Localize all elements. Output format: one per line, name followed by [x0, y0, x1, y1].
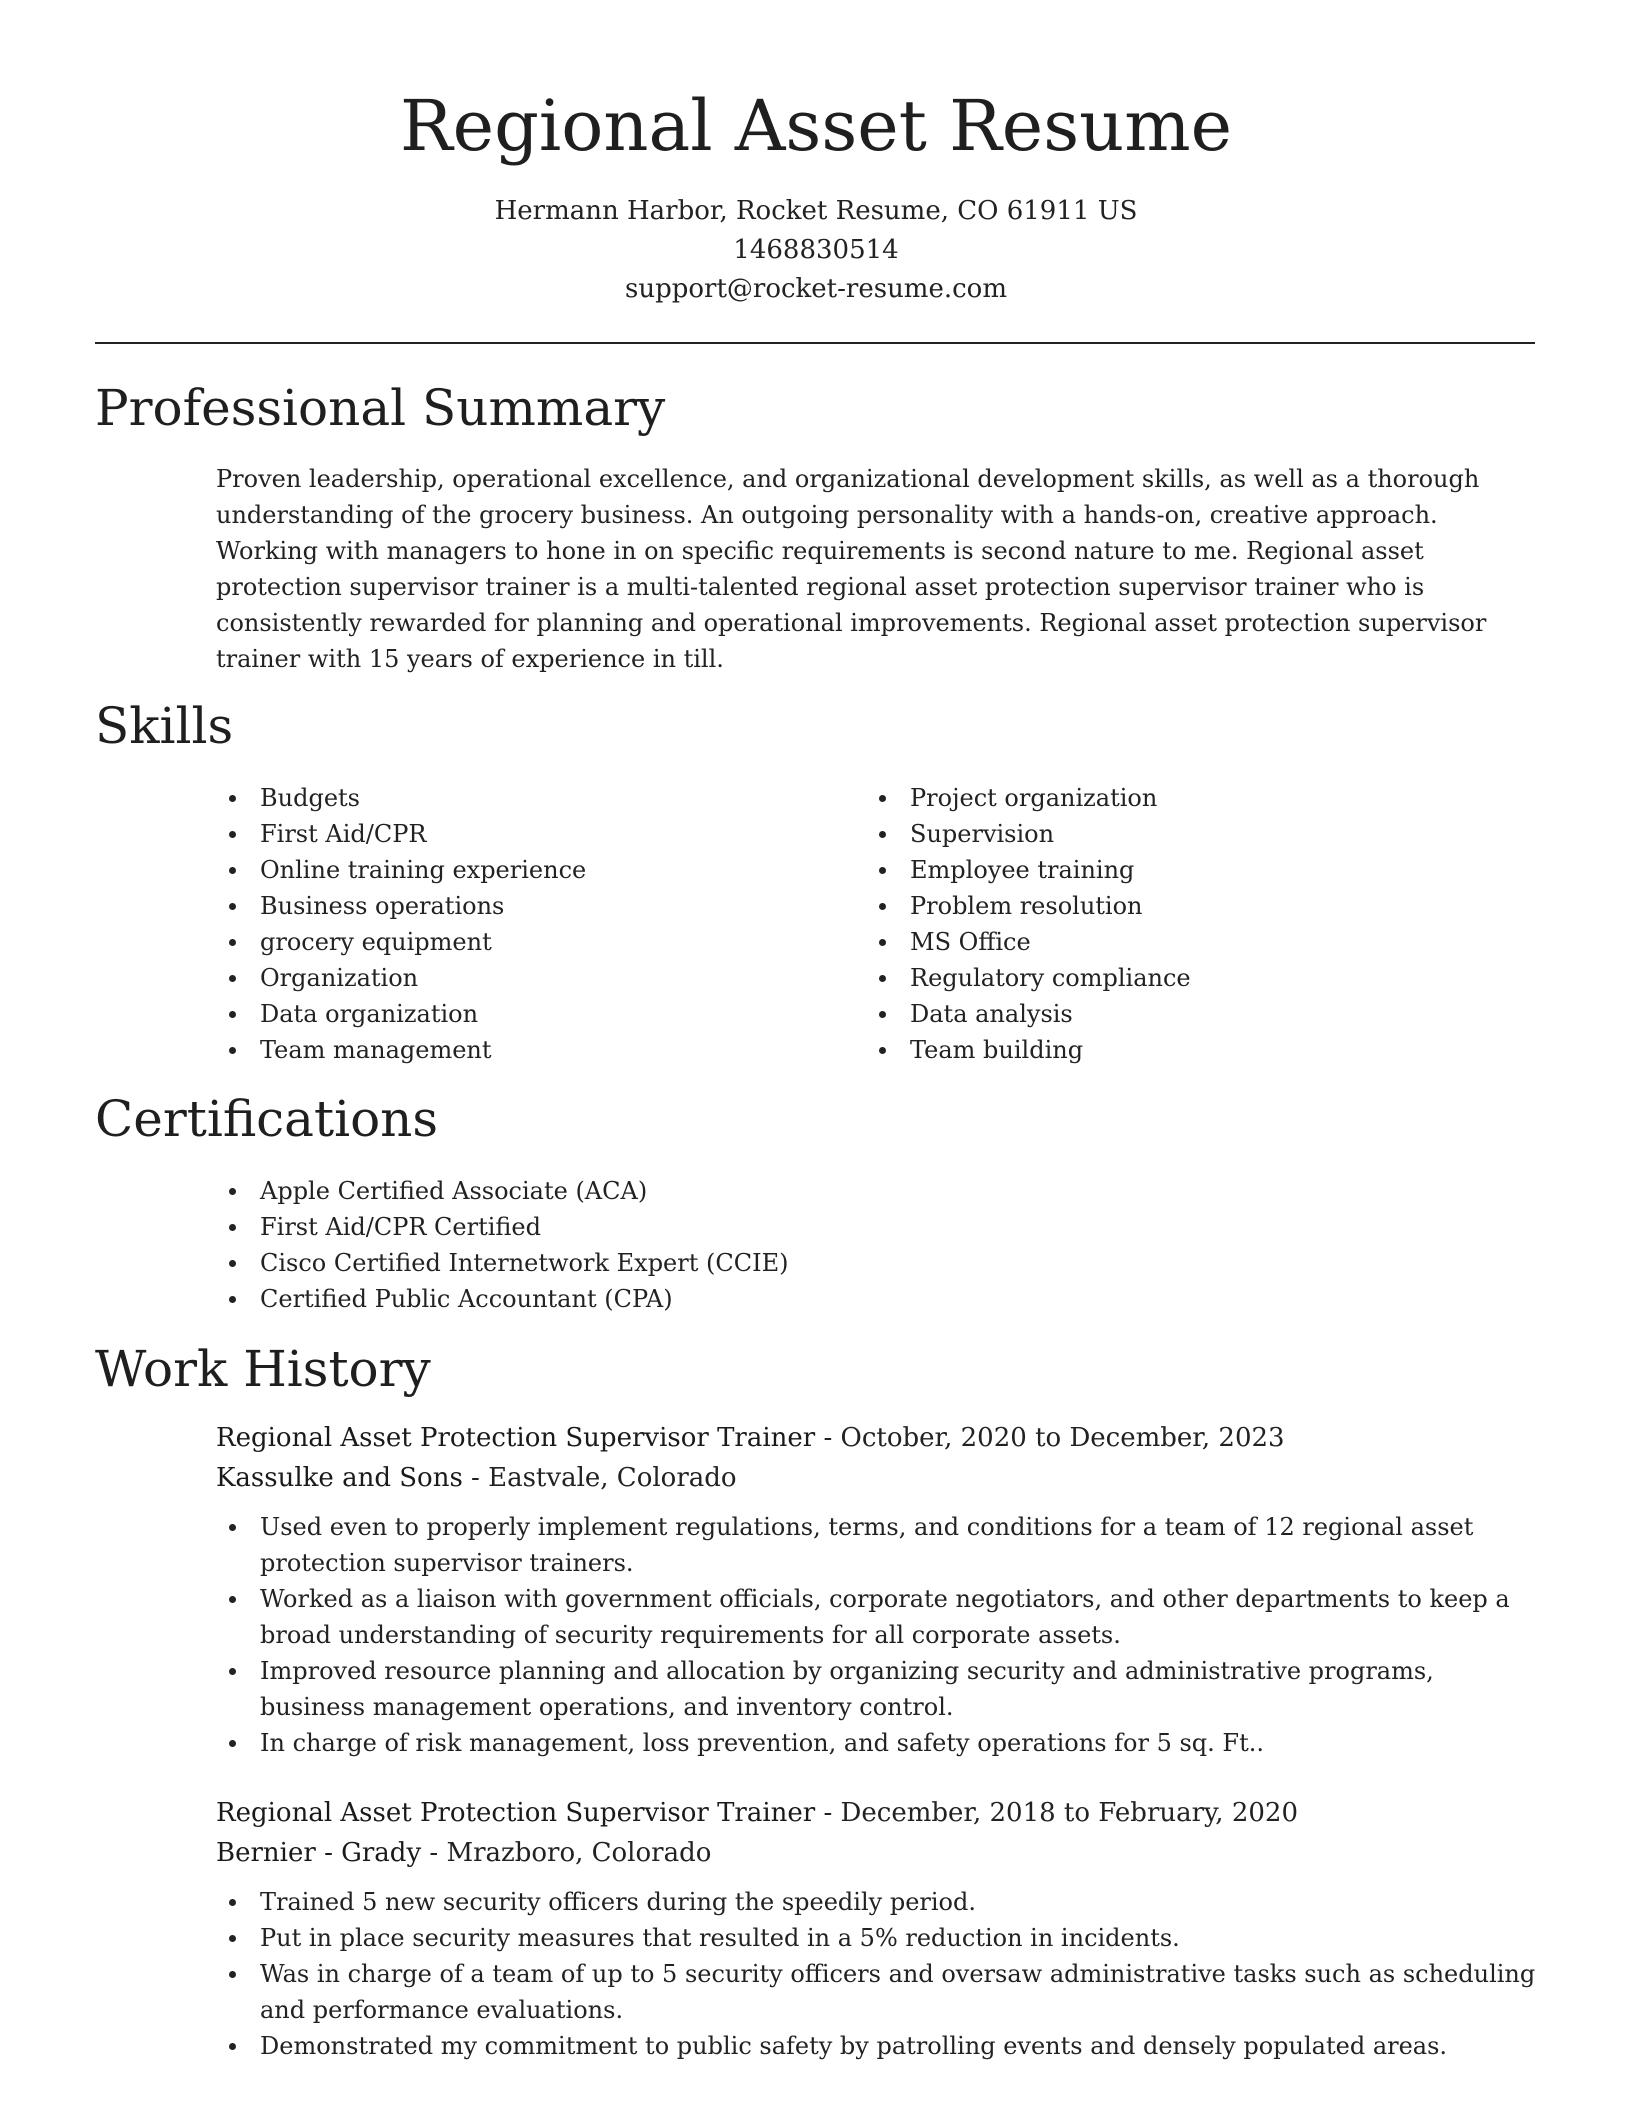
resume-header: [0, 84, 1632, 309]
job-bullet: Trained 5 new security officers during the speedily period.: [216, 1884, 1536, 1920]
job-bullet: Worked as a liaison with government officials, corporate negotiators, and other departments to keep a broad understanding of security requirements for all corporate assets.: [216, 1581, 1536, 1653]
skill-item: Team management: [216, 1032, 816, 1068]
skills-list-right: [866, 780, 1466, 1068]
job-location: - Eastvale, Colorado: [462, 1463, 737, 1493]
job-bullet-list: [216, 1884, 1536, 2064]
job-bullet: Put in place security measures that resulted in a 5% reduction in incidents.: [216, 1920, 1536, 1956]
summary-heading: Professional Summary: [95, 379, 666, 437]
contact-block: [0, 192, 1632, 309]
job-title-line: [216, 1793, 1536, 1833]
job-bullet: Used even to properly implement regulations, terms, and conditions for a team of 12 regional asset protection supervisor trainers.: [216, 1509, 1536, 1581]
skills-list-left: [216, 780, 816, 1068]
skill-item: First Aid/CPR: [216, 816, 816, 852]
skill-item: Data organization: [216, 996, 816, 1032]
contact-address: Hermann Harbor, Rocket Resume, CO 61911 US: [494, 196, 1138, 226]
skill-item: Data analysis: [866, 996, 1466, 1032]
skill-item: Project organization: [866, 780, 1466, 816]
skill-item: Supervision: [866, 816, 1466, 852]
skill-item: Budgets: [216, 780, 816, 816]
job-bullets: [216, 1509, 1536, 1761]
job-dates: - December, 2018 to February, 2020: [815, 1798, 1298, 1828]
certification-item: Apple Certified Associate (ACA): [216, 1173, 1536, 1209]
job-company-line: [216, 1833, 1536, 1873]
certifications-items: [216, 1173, 1536, 1317]
job-company: Kassulke and Sons: [216, 1463, 463, 1493]
job-title: Regional Asset Protection Supervisor Trainer: [216, 1798, 816, 1828]
skills-column-right: [866, 780, 1466, 1068]
certification-item: Cisco Certified Internetwork Expert (CCIE): [216, 1245, 1536, 1281]
certifications-list: [216, 1173, 1536, 1317]
summary-text: Proven leadership, operational excellence, and organizational development skills, as well as a thorough understanding of the grocery business. An outgoing personality with a hands-on, creative approach. Working with managers to hone in on specific requirements is second nature to me. Regional asset protection supervisor trainer is a multi-talented regional asset protection supervisor trainer who is consistently rewarded for planning and operational improvements. Regional asset protection supervisor trainer with 15 years of experience in till.: [216, 465, 1487, 673]
job-bullets: [216, 1884, 1536, 2064]
job-bullet: Demonstrated my commitment to public safety by patrolling events and densely populated areas.: [216, 2028, 1536, 2064]
skill-item: Online training experience: [216, 852, 816, 888]
skill-item: Team building: [866, 1032, 1466, 1068]
skill-item: Problem resolution: [866, 888, 1466, 924]
job-header: [216, 1793, 1536, 1873]
certifications-heading: Certifications: [95, 1090, 439, 1148]
job-company: Bernier - Grady: [216, 1838, 422, 1868]
certification-item: First Aid/CPR Certified: [216, 1209, 1536, 1245]
work-history-heading: Work History: [95, 1340, 431, 1398]
job-dates: - October, 2020 to December, 2023: [815, 1423, 1285, 1453]
skill-item: grocery equipment: [216, 924, 816, 960]
header-divider: [95, 342, 1535, 344]
skill-item: Business operations: [216, 888, 816, 924]
certification-item: Certified Public Accountant (CPA): [216, 1281, 1536, 1317]
job-title: Regional Asset Protection Supervisor Trainer: [216, 1423, 816, 1453]
job-header: [216, 1418, 1536, 1498]
job-bullet: In charge of risk management, loss prevention, and safety operations for 5 sq. Ft..: [216, 1725, 1536, 1761]
skill-item: Organization: [216, 960, 816, 996]
skills-column-left: [216, 780, 816, 1068]
job-bullet: Improved resource planning and allocation by organizing security and administrative programs, business management operations, and inventory control.: [216, 1653, 1536, 1725]
job-title-line: [216, 1418, 1536, 1458]
job-location: - Mrazboro, Colorado: [421, 1838, 712, 1868]
skill-item: MS Office: [866, 924, 1466, 960]
resume-title: Regional Asset Resume: [399, 85, 1233, 167]
skill-item: Regulatory compliance: [866, 960, 1466, 996]
job-company-line: [216, 1458, 1536, 1498]
contact-phone: 1468830514: [733, 235, 899, 265]
contact-email: support@rocket-resume.com: [624, 274, 1007, 304]
skills-heading: Skills: [95, 697, 234, 755]
skill-item: Employee training: [866, 852, 1466, 888]
job-bullet: Was in charge of a team of up to 5 security officers and oversaw administrative tasks such as scheduling and performance evaluations.: [216, 1956, 1536, 2028]
job-bullet-list: [216, 1509, 1536, 1761]
